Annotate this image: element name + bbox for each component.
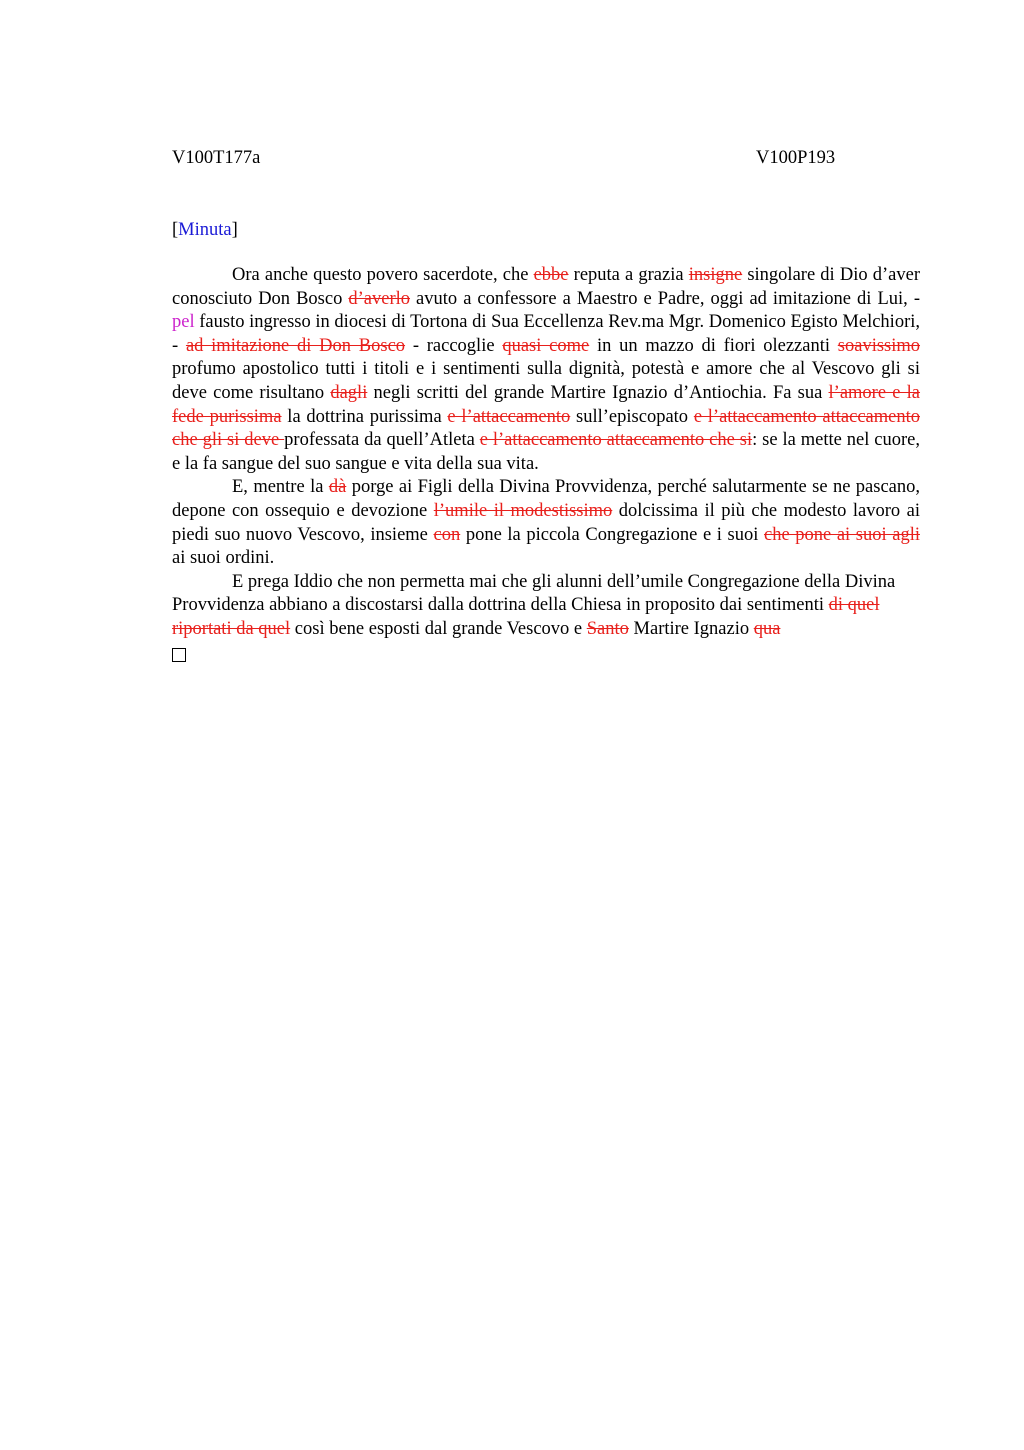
deleted-text: con [433,524,461,545]
text-segment: ai suoi ordini. [172,548,275,569]
deleted-text: che pone ai suoi agli [763,524,920,545]
text-segment: così bene esposti dal grande Vescovo e [290,618,587,639]
deleted-text: ad imitazione di Don Bosco [185,335,406,356]
text-segment: dolcissima il più che modesto lavoro ai piedi suo nuovo Vescovo, insieme [172,500,920,545]
inserted-text: pel [172,312,195,333]
text-segment: negli scritti del grande Martire Ignazio d’Antiochia. Fa sua [367,382,829,403]
text-segment: professata da quell’Atleta [284,430,480,451]
deleted-text: e l’attaccamento attaccamento che si [479,430,753,451]
paragraph-3 [172,571,920,642]
deleted-text: soavissimo [837,335,921,356]
deleted-text: ebbe [533,265,569,285]
text-segment: reputa a grazia [568,265,689,285]
text-segment: porge ai Figli della Divina Provvidenza, perché salutarmente se ne pascano, depone con ossequio e devozione [172,477,921,521]
document-type-label [172,218,920,242]
paragraph-2 [172,476,920,570]
paragraph-1 [172,264,920,476]
document-body [172,264,920,642]
text-segment: E, mentre la [232,477,329,498]
deleted-text: dà [328,477,347,498]
deleted-text: l’amore e la fede purissima [172,382,921,427]
text-segment: sull’episcopato [570,406,694,427]
text-segment: profumo apostolico tutti i titoli e i sentimenti sulla dignità, potestà e amore che al Vescovo gli si deve come risultano [172,359,920,403]
document-code-left: V100T177a [172,148,261,168]
text-segment: in un mazzo di fiori olezzanti [589,335,838,356]
empty-square-icon [172,648,186,662]
text-segment: Martire Ignazio [628,618,754,639]
text-segment: - raccoglie [405,335,503,356]
text-segment: E prega Iddio che non permetta mai che gli alunni dell’umile Congregazione della Divina Provvidenza abbiano a discostarsi dalla dottrina della Chiesa in proposito dai sentimenti [172,571,896,616]
deleted-text: dagli [330,382,368,403]
text-segment: Ora anche questo povero sacerdote, che [232,265,534,285]
document-code-right: V100P193 [756,148,836,168]
text-segment: singolare di Dio d’aver conosciuto Don Bosco [172,265,920,309]
label-close-bracket: ] [231,220,238,240]
deleted-text: l’umile il modestissimo [433,500,613,521]
deleted-text: e l’attaccamento [447,406,571,427]
text-segment: avuto a confessore a Maestro e Padre, oggi ad imitazione di Lui, - [410,288,920,309]
end-mark [172,642,920,668]
document-page [172,146,920,668]
text-segment: fausto ingresso in diocesi di Tortona di Sua Eccellenza Rev.ma Mgr. Domenico Egisto Melchiori, - [172,312,920,356]
text-segment: la dottrina purissima [281,406,448,427]
deleted-text: e l’attaccamento attaccamento che gli si deve [172,406,920,451]
deleted-text: Santo [586,618,629,639]
text-segment: pone la piccola Congregazione e i suoi [460,524,764,545]
deleted-text: d’averlo [348,288,411,309]
deleted-text: quasi come [502,335,590,356]
document-header [172,146,920,170]
text-segment: : se la mette nel cuore, e la fa sangue del suo sangue e vita della sua vita. [172,430,920,474]
deleted-text: di quel riportati da quel [172,595,880,639]
label-open-bracket: [ [172,220,179,240]
deleted-text: qua [753,618,781,639]
deleted-text: insigne [688,265,743,285]
minuta-label: Minuta [178,220,232,240]
